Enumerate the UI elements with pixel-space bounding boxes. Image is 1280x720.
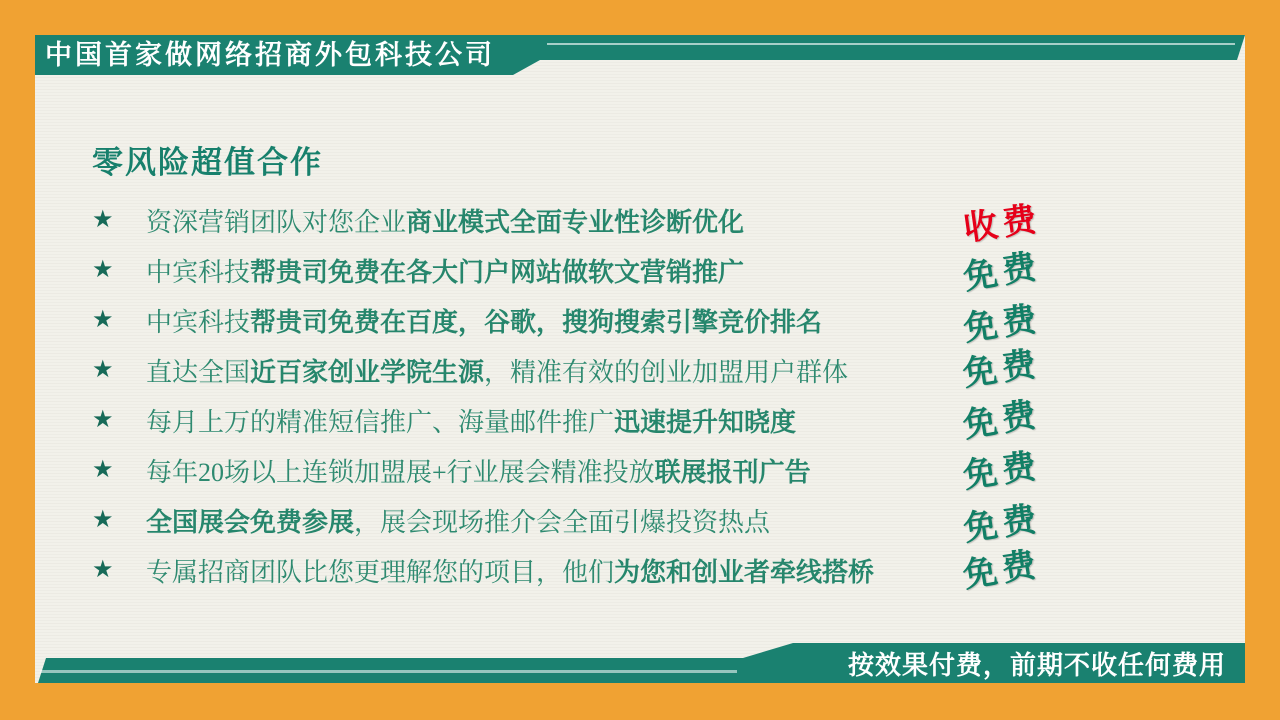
bottom-accent-line: [40, 670, 737, 673]
fee-label-free: 免费: [960, 447, 1044, 495]
header-title: 中国首家做网络招商外包科技公司: [45, 40, 495, 70]
item-text: 每月上万的精准短信推广、海量邮件推广迅速提升知晓度: [146, 407, 797, 437]
star-icon: ★: [92, 206, 114, 233]
fee-label-free: 免费: [960, 395, 1044, 445]
list-item: [92, 445, 1060, 495]
list-item: [92, 195, 1060, 248]
list-item: [92, 295, 1060, 348]
item-text: 全国展会免费参展，展会现场推介会全面引爆投资热点: [146, 507, 771, 537]
footer-slogan-text: 按效果付费，前期不收任何费用: [847, 649, 1226, 680]
list-item: [92, 545, 1060, 595]
fee-label-free: 免费: [960, 545, 1044, 595]
benefits-list: [92, 195, 1060, 595]
top-accent-line: [547, 43, 1235, 45]
list-item: [92, 345, 1060, 395]
star-icon: ★: [92, 556, 114, 583]
fee-label-free: 免费: [961, 500, 1044, 548]
fee-label-free: 免费: [960, 247, 1044, 297]
list-item: [92, 495, 1060, 548]
star-icon: ★: [92, 306, 114, 333]
star-icon: ★: [92, 256, 114, 283]
list-item: [92, 395, 1060, 445]
fee-label-paid: 收费: [961, 200, 1044, 248]
item-text: 每年20场以上连锁加盟展+行业展会精准投放联展报刊广告: [146, 457, 811, 487]
star-icon: ★: [92, 356, 114, 383]
star-icon: ★: [92, 456, 114, 483]
item-text: 中宾科技帮贵司免费在百度，谷歌，搜狗搜索引擎竞价排名: [146, 307, 823, 337]
fee-label-free: 免费: [961, 300, 1044, 348]
item-text: 中宾科技帮贵司免费在各大门户网站做软文营销推广: [146, 257, 745, 287]
item-text: 资深营销团队对您企业商业模式全面专业性诊断优化: [146, 207, 745, 237]
item-text: 专属招商团队比您更理解您的项目，他们为您和创业者牵线搭桥: [146, 557, 875, 587]
list-item: [92, 245, 1060, 295]
fee-label-free: 免费: [960, 345, 1044, 393]
page-title: 零风险超值合作: [92, 145, 323, 180]
footer-slogan: [790, 643, 1240, 683]
star-icon: ★: [92, 406, 114, 433]
item-text: 直达全国近百家创业学院生源，精准有效的创业加盟用户群体: [146, 357, 849, 387]
star-icon: ★: [92, 506, 114, 533]
